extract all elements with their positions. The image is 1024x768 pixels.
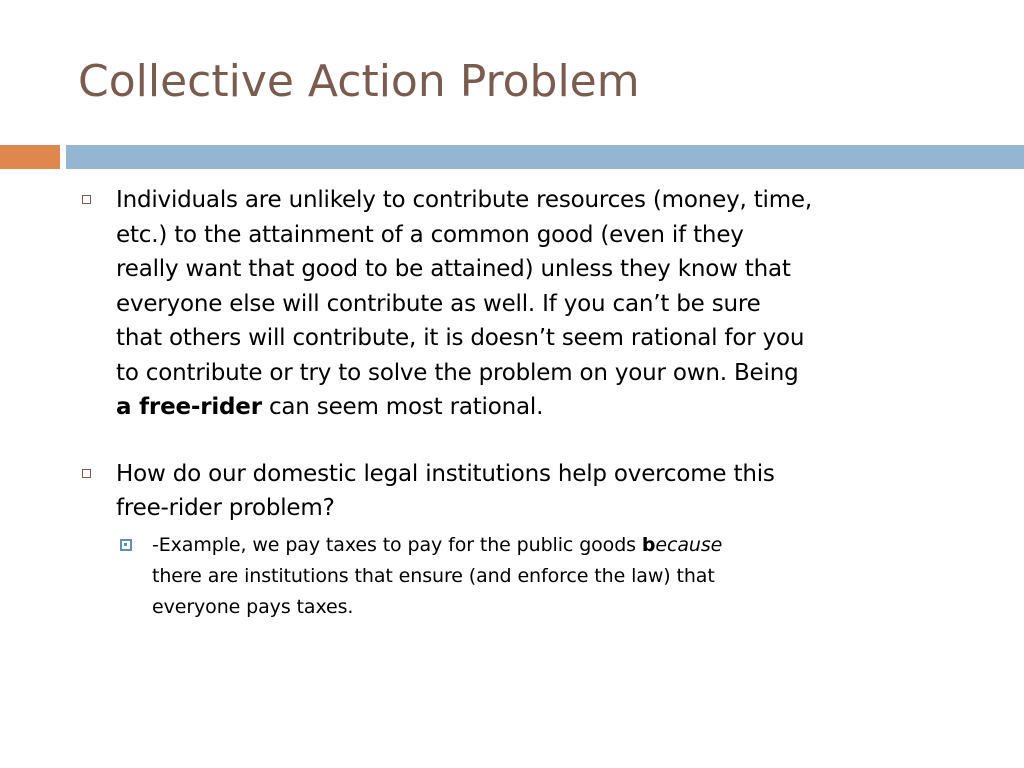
slide-content — [82, 183, 982, 623]
sub-bullet-item-example — [116, 530, 982, 623]
bullet-text-line-last — [116, 390, 982, 425]
square-bullet-icon — [82, 469, 91, 478]
sub-bullet-text-line — [152, 530, 982, 561]
sub-bullet-text-line: there are institutions that ensure (and enforce the law) that — [152, 564, 715, 587]
slide-title: Collective Action Problem — [78, 56, 640, 107]
sub-bullet-bold-letter: b — [641, 533, 656, 556]
bullet-text-line: really want that good to be attained) unless they know that — [116, 256, 791, 282]
filled-square-bullet-icon — [120, 539, 132, 551]
sub-bullet-text-start: -Example, we pay taxes to pay for the public goods — [152, 533, 642, 556]
bullet-text-line: that others will contribute, it is doesn’t seem rational for you — [116, 325, 805, 351]
sub-bullet-text-line: everyone pays taxes. — [152, 595, 354, 618]
bullet-text-line: to contribute or try to solve the problem on your own. Being — [116, 359, 799, 386]
square-bullet-icon — [82, 195, 91, 204]
bullet-item-collective-action — [82, 183, 982, 425]
bullet-text-line: free-rider problem? — [116, 495, 335, 521]
sub-bullet-italic-text: ecause — [655, 533, 723, 556]
bullet-text-line: everyone else will contribute as well. If you can’t be sure — [116, 290, 761, 317]
free-rider-emphasis: a free-rider — [116, 394, 262, 420]
bullet-text-line: How do our domestic legal institutions help overcome this — [116, 460, 775, 487]
bullet-text-tail: can seem most rational. — [261, 394, 544, 420]
bullet-item-institutions-question — [82, 457, 982, 526]
accent-bar-blue — [66, 145, 1024, 169]
bullet-text-line: Individuals are unlikely to contribute resources (money, time, — [116, 187, 812, 213]
accent-bar-orange — [0, 145, 60, 169]
bullet-text-line: etc.) to the attainment of a common good (even if they — [116, 221, 744, 248]
